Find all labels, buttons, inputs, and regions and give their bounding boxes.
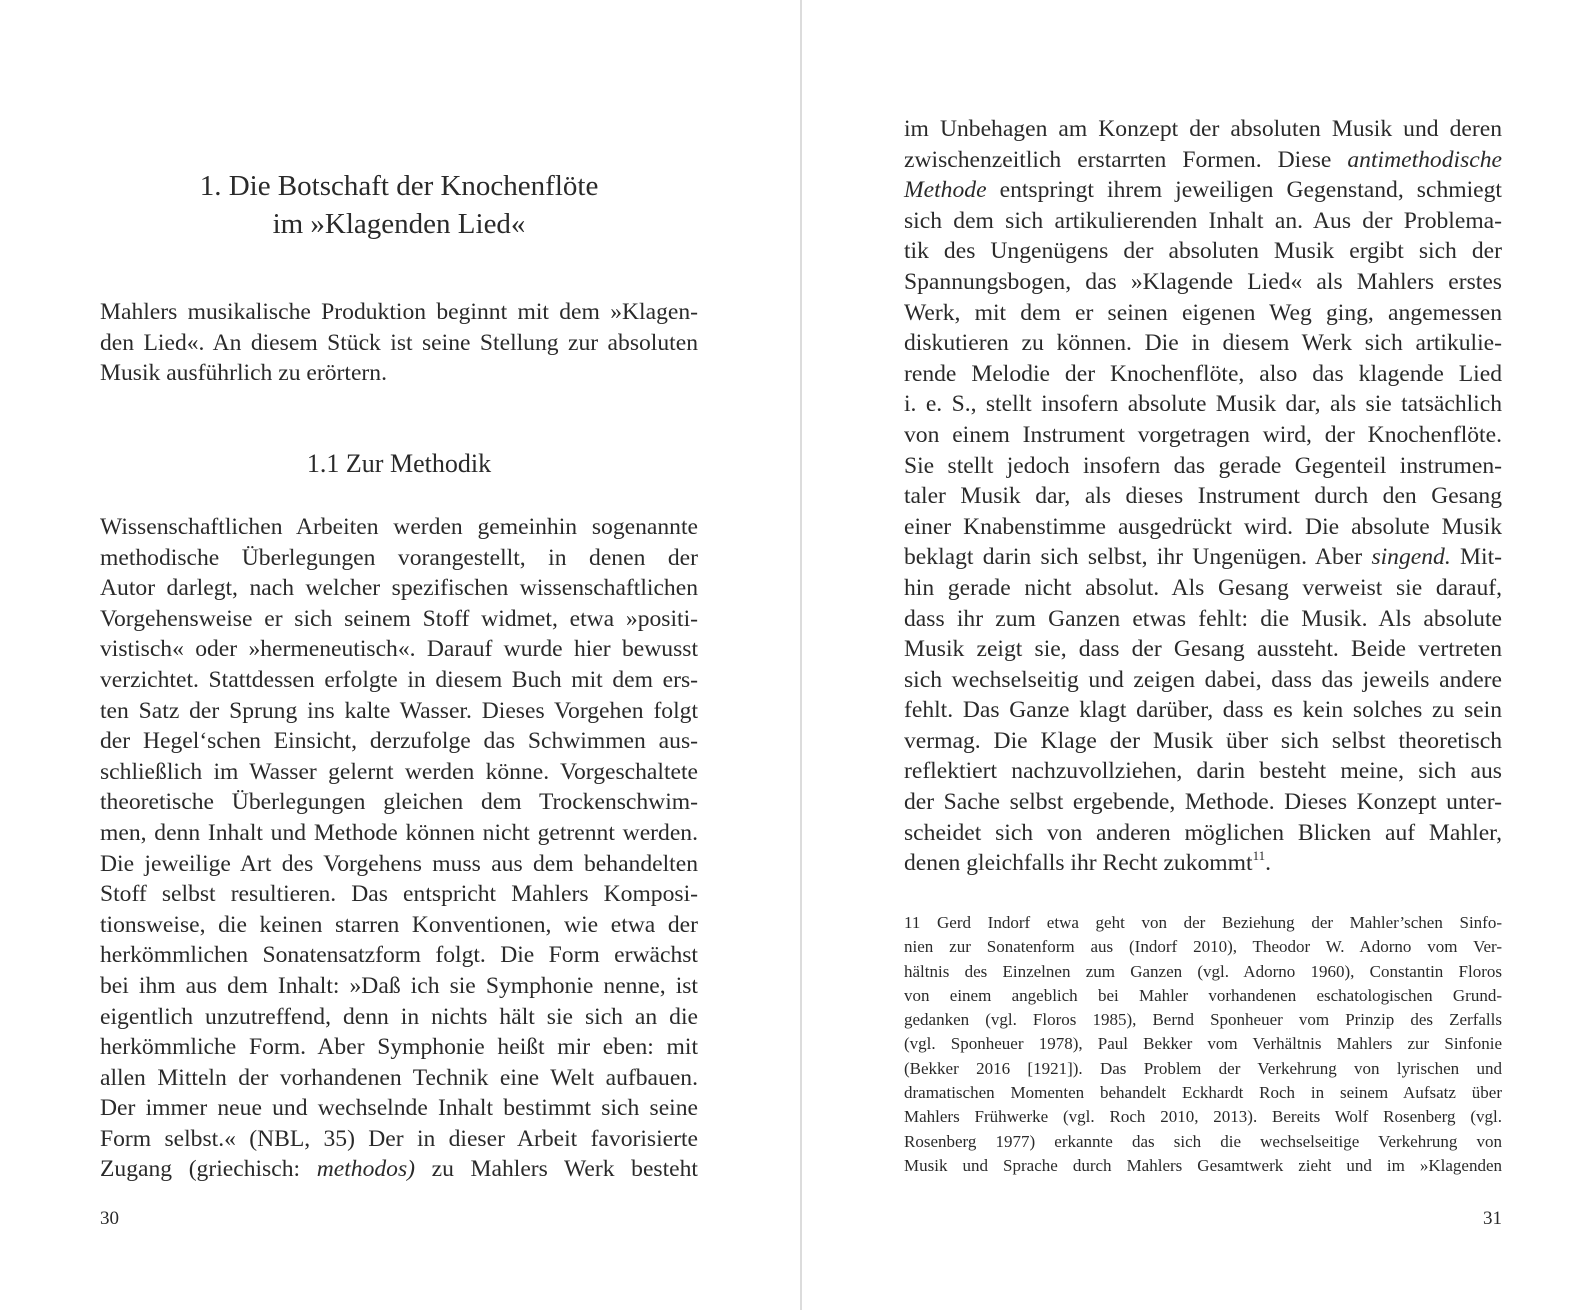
text-line: rende Melodie der Knochenflöte, also das klagende Lied xyxy=(904,360,1502,387)
text-line-with-italic xyxy=(904,175,1502,206)
text-line: Die jeweilige Art des Vorgehens muss aus dem behandelten xyxy=(100,850,698,877)
text-line: herkömmlichen Sonatensatzform folgt. Die Form erwächst xyxy=(100,942,698,969)
text-line: sich dem sich artikulierenden Inhalt an. Aus der Problema- xyxy=(904,207,1502,234)
text-line: Form selbst.« (NBL, 35) Der in dieser Arbeit favorisierte xyxy=(100,1125,698,1152)
text-line: den Lied«. An diesem Stück ist seine Stellung zur absoluten xyxy=(100,329,698,356)
text-run: zwischenzeitlich erstarrten Formen. Diese xyxy=(904,146,1348,173)
page-number-right: 31 xyxy=(1483,1208,1502,1229)
text-line: von einem Instrument vorgetragen wird, der Knochenflöte. xyxy=(904,421,1502,448)
text-line: eigentlich unzutreffend, denn in nichts hält sie sich an die xyxy=(100,1003,698,1030)
text-line: Werk, mit dem er seinen eigenen Weg ging, angemessen xyxy=(904,299,1502,326)
text-line: bei ihm aus dem Inhalt: »Daß ich sie Symphonie nenne, ist xyxy=(100,972,698,999)
text-line: theoretische Überlegungen gleichen dem Trockenschwim- xyxy=(100,789,698,816)
footnote-line: Musik und Sprache durch Mahlers Gesamtwerk zieht und im »Klagenden xyxy=(904,1155,1502,1175)
text-line: Autor darlegt, nach welcher spezifischen wissenschaftlichen xyxy=(100,575,698,602)
footnote-line: Rosenberg 1977) erkannte das sich die wechselseitige Verkehrung von xyxy=(904,1131,1502,1151)
text-line-with-footnote: denen gleichfalls ihr Recht zukommt$^{11}$. xyxy=(904,848,1271,877)
text-run: zu Mahlers Werk besteht xyxy=(415,1156,698,1183)
text-line: fehlt. Das Ganze klagt darüber, dass es kein solches zu sein xyxy=(904,697,1502,724)
footnote-line: Mahlers Frühwerke (vgl. Roch 2010, 2013). Bereits Wolf Rosenberg (vgl. xyxy=(904,1107,1502,1127)
text-line: reflektiert nachzuvollziehen, darin besteht meine, sich aus xyxy=(904,758,1502,785)
italic-term: antimethodische xyxy=(1347,146,1502,173)
text-line: Musik ausführlich zu erörtern. xyxy=(100,360,387,387)
footnote-line: nien zur Sonatenform aus (Indorf 2010), Theodor W. Adorno vom Ver- xyxy=(904,937,1502,957)
text-line: Wissenschaftlichen Arbeiten werden gemeinhin sogenannte xyxy=(100,514,698,540)
text-line: allen Mitteln der vorhandenen Technik eine Welt aufbauen. xyxy=(100,1064,698,1091)
text-line: Stoff selbst resultieren. Das entspricht Mahlers Komposi- xyxy=(100,881,698,908)
text-line: sich wechselseitig und zeigen dabei, dass das jeweils andere xyxy=(904,666,1502,693)
italic-term: singend. xyxy=(1371,544,1451,571)
footnote-line: (Bekker 2016 [1921]). Das Problem der Verkehrung von lyrischen und xyxy=(904,1058,1502,1078)
text-line: schließlich im Wasser gelernt werden könne. Vorgeschaltete xyxy=(100,758,698,785)
footnote-line: gedanken (vgl. Floros 1985), Bernd Sponheuer vom Prinzip des Zerfalls xyxy=(904,1010,1502,1030)
text-line-with-italic xyxy=(100,1154,698,1185)
text-line: hin gerade nicht absolut. Als Gesang verweist sie darauf, xyxy=(904,574,1502,601)
text-line: tionsweise, die keinen starren Konventionen, wie etwa der xyxy=(100,911,698,938)
right-page xyxy=(802,0,1596,1310)
text-line: der Sache selbst ergebende, Methode. Dieses Konzept unter- xyxy=(904,789,1502,816)
text-run: Zugang (griechisch: xyxy=(100,1156,317,1183)
text-line: vistisch« oder »hermeneutisch«. Darauf wurde hier bewusst xyxy=(100,636,698,663)
footnote-line: von einem angeblich bei Mahler vorhandenen eschatologischen Grund- xyxy=(904,985,1502,1005)
text-line-with-italic xyxy=(904,145,1502,176)
text-run: entspringt ihrem jeweiligen Gegenstand, schmiegt xyxy=(986,177,1502,204)
italic-term: methodos) xyxy=(316,1156,415,1183)
text-line: methodische Überlegungen vorangestellt, in denen der xyxy=(100,544,698,571)
intro-paragraph xyxy=(100,297,698,389)
footnote-line: 11 Gerd Indorf etwa geht von der Beziehung der Mahler’schen Sinfo- xyxy=(904,913,1502,932)
footnote-line: (vgl. Sponheuer 1978), Paul Bekker vom Verhältnis Mahlers zur Sinfonie xyxy=(904,1034,1502,1054)
chapter-title-line-2: im »Klagenden Lied« xyxy=(272,208,526,240)
chapter-title-line-1: 1. Die Botschaft der Knochenflöte xyxy=(199,170,599,202)
text-line: Musik zeigt sie, dass der Gesang aussteht. Beide vertreten xyxy=(904,636,1502,663)
text-line: diskutieren zu können. Die in diesem Werk sich artikulie- xyxy=(904,330,1502,357)
chapter-title xyxy=(100,167,698,243)
text-line: Mahlers musikalische Produktion beginnt mit dem »Klagen- xyxy=(100,299,698,325)
text-line: dass ihr zum Ganzen etwas fehlt: die Musik. Als absolute xyxy=(904,605,1502,632)
text-line: ten Satz der Sprung ins kalte Wasser. Dieses Vorgehen folgt xyxy=(100,697,698,724)
text-line: im Unbehagen am Konzept der absoluten Musik und deren xyxy=(904,116,1502,142)
text-run: Mit- xyxy=(1450,544,1502,571)
methodik-paragraph xyxy=(100,512,698,1185)
text-line: einer Knabenstimme ausgedrückt wird. Die absolute Musik xyxy=(904,513,1502,540)
text-line: der Hegel‘schen Einsicht, derzufolge das Schwimmen aus- xyxy=(100,728,698,755)
text-line: Sie stellt jedoch insofern das gerade Gegenteil instrumen- xyxy=(904,452,1502,479)
section-title: 1.1 Zur Methodik xyxy=(306,449,492,478)
text-line: men, denn Inhalt und Methode können nicht getrennt werden. xyxy=(100,819,698,846)
text-run: denen gleichfalls ihr Recht zukommt xyxy=(904,850,1253,877)
text-line: tik des Ungenügens der absoluten Musik ergibt sich der xyxy=(904,238,1502,265)
text-line: Spannungsbogen, das »Klagende Lied« als Mahlers erstes xyxy=(904,268,1502,295)
continued-paragraph xyxy=(904,114,1502,879)
text-line: Der immer neue und wechselnde Inhalt bestimmt sich seine xyxy=(100,1095,698,1122)
footnote-line: hältnis des Einzelnen zum Ganzen (vgl. Adorno 1960), Constantin Floros xyxy=(904,961,1502,981)
text-run: beklagt darin sich selbst, ihr Ungenügen. Aber xyxy=(904,544,1372,571)
page-number-left: 30 xyxy=(100,1208,119,1229)
italic-term: Methode xyxy=(904,177,987,204)
footnote-reference[interactable]: 11 xyxy=(1252,848,1266,864)
text-line: i. e. S., stellt insofern absolute Musik dar, als sie tatsächlich xyxy=(904,391,1502,418)
text-line: Vorgehensweise er sich seinem Stoff widmet, etwa »positi- xyxy=(100,605,698,632)
footnote xyxy=(904,911,1502,1178)
footnote-line: dramatischen Momenten behandelt Eckhardt Roch in seinem Aufsatz über xyxy=(904,1083,1502,1103)
text-line: herkömmliche Form. Aber Symphonie heißt mir eben: mit xyxy=(100,1034,698,1061)
text-line: scheidet sich von anderen möglichen Blicken auf Mahler, xyxy=(904,819,1502,846)
text-line: vermag. Die Klage der Musik über sich selbst theoretisch xyxy=(904,727,1502,754)
text-line: taler Musik dar, als dieses Instrument durch den Gesang xyxy=(904,483,1502,510)
text-line: verzichtet. Stattdessen erfolgte in diesem Buch mit dem ers- xyxy=(100,666,698,693)
text-line-with-italic xyxy=(904,542,1502,573)
